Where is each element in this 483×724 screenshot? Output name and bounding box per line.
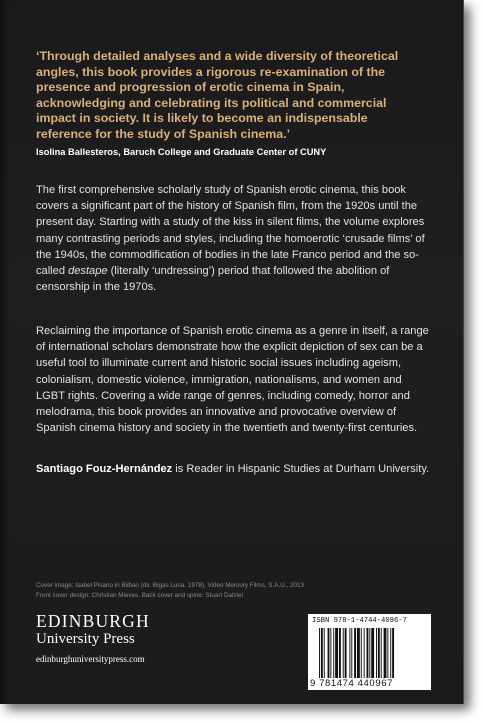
barcode-bar	[364, 628, 365, 678]
barcode-bar	[387, 628, 388, 678]
barcode-bar	[351, 628, 352, 678]
barcode-bar	[354, 628, 356, 678]
author-bio	[36, 461, 431, 477]
spine-shadow	[0, 0, 10, 704]
barcode-bar	[378, 628, 380, 678]
credit-text: Cover image: Isabel Pisano in	[36, 582, 122, 589]
barcode-bar	[357, 628, 360, 678]
image-credits	[36, 581, 436, 601]
barcode-bar	[343, 628, 344, 678]
description-paragraph-1	[36, 182, 431, 295]
publisher-name-line2: University Press	[36, 631, 135, 647]
author-bio-text: is Reader in Hispanic Studies at Durham University.	[172, 463, 430, 475]
design-credit: Front cover design: Christian Mieves. Back cover and spine: Stuart Dalziel	[36, 592, 243, 599]
cover-image-credit	[36, 581, 436, 591]
publisher-url: edinburghuniversitypress.com	[36, 654, 145, 664]
barcode-bar	[333, 628, 334, 678]
credit-text: (dir. Bigas Luna, 1978), Video Mercury Films, S.A.U., 2013	[138, 582, 304, 589]
barcode-bar	[349, 628, 350, 678]
barcode-bar	[345, 628, 347, 678]
barcode-bar	[339, 628, 341, 678]
barcode-bar	[384, 628, 387, 678]
publisher-name-line1: EDINBURGH	[36, 611, 150, 631]
barcode-bar	[381, 628, 382, 678]
barcode-bar	[376, 628, 377, 678]
description-text: The first comprehensive scholarly study of Spanish erotic cinema, this book covers a significant part of the history of Spanish film, from the 1920s until the present day. Starting with a study of the kiss in silent films, the volume explores many contrasting periods and styles, including the homoerotic ‘crusade films’ of the 1940s, the commodification of bodies in the late Franco period and the so-called	[36, 184, 425, 278]
barcode-bar	[330, 628, 331, 678]
isbn-barcode	[308, 614, 431, 690]
description-italic-term: destape	[68, 265, 108, 278]
barcode-bar	[321, 628, 323, 678]
barcode-bars	[318, 628, 424, 678]
author-name: Santiago Fouz-Hernández	[36, 463, 173, 475]
barcode-bar	[328, 628, 330, 678]
review-quote: ‘Through detailed analyses and a wide diversity of theoretical angles, this book provides a rigorous re-examination of the presence and progression of erotic cinema in Spain, acknowledging and celebrating its political and commercial impact in society. It is likely to become an indispensable reference for the study of Spanish cinema.’	[36, 49, 399, 141]
barcode-bar	[335, 628, 338, 678]
barcode-bar	[392, 628, 394, 678]
publisher-logo	[36, 612, 236, 666]
credit-film-title: Bilbao	[121, 582, 139, 589]
isbn-label: ISBN 978-1-4744-4096-7	[312, 617, 407, 625]
barcode-bar	[371, 628, 374, 678]
barcode-bar	[390, 628, 391, 678]
description-text: (literally ‘undressing’) period that followed the abolition of censorship in the 1970s.	[36, 265, 390, 294]
quote-attribution: Isolina Ballesteros, Baruch College and Graduate Center of CUNY	[36, 147, 327, 157]
barcode-bar	[367, 628, 369, 678]
barcode-bar	[324, 628, 325, 678]
barcode-bar	[369, 628, 370, 678]
description-paragraph-2: Reclaiming the importance of Spanish erotic cinema as a genre in itself, a range of international scholars demonstrate how the explicit depiction of sex can be a useful tool to illuminate current and historic social issues including ageism, colonialism, domestic violence, immigration, nationalisms, and women and LGBT rights. Covering a wide range of genres, including comedy, horror and melodrama, this book provides an innovative and provocative overview of Spanish cinema history and society in the twentieth and twenty-first centuries.	[36, 325, 429, 435]
barcode-bar	[319, 628, 320, 678]
barcode-digits: 9 781474 440967	[310, 678, 393, 689]
barcode-bar	[361, 628, 362, 678]
